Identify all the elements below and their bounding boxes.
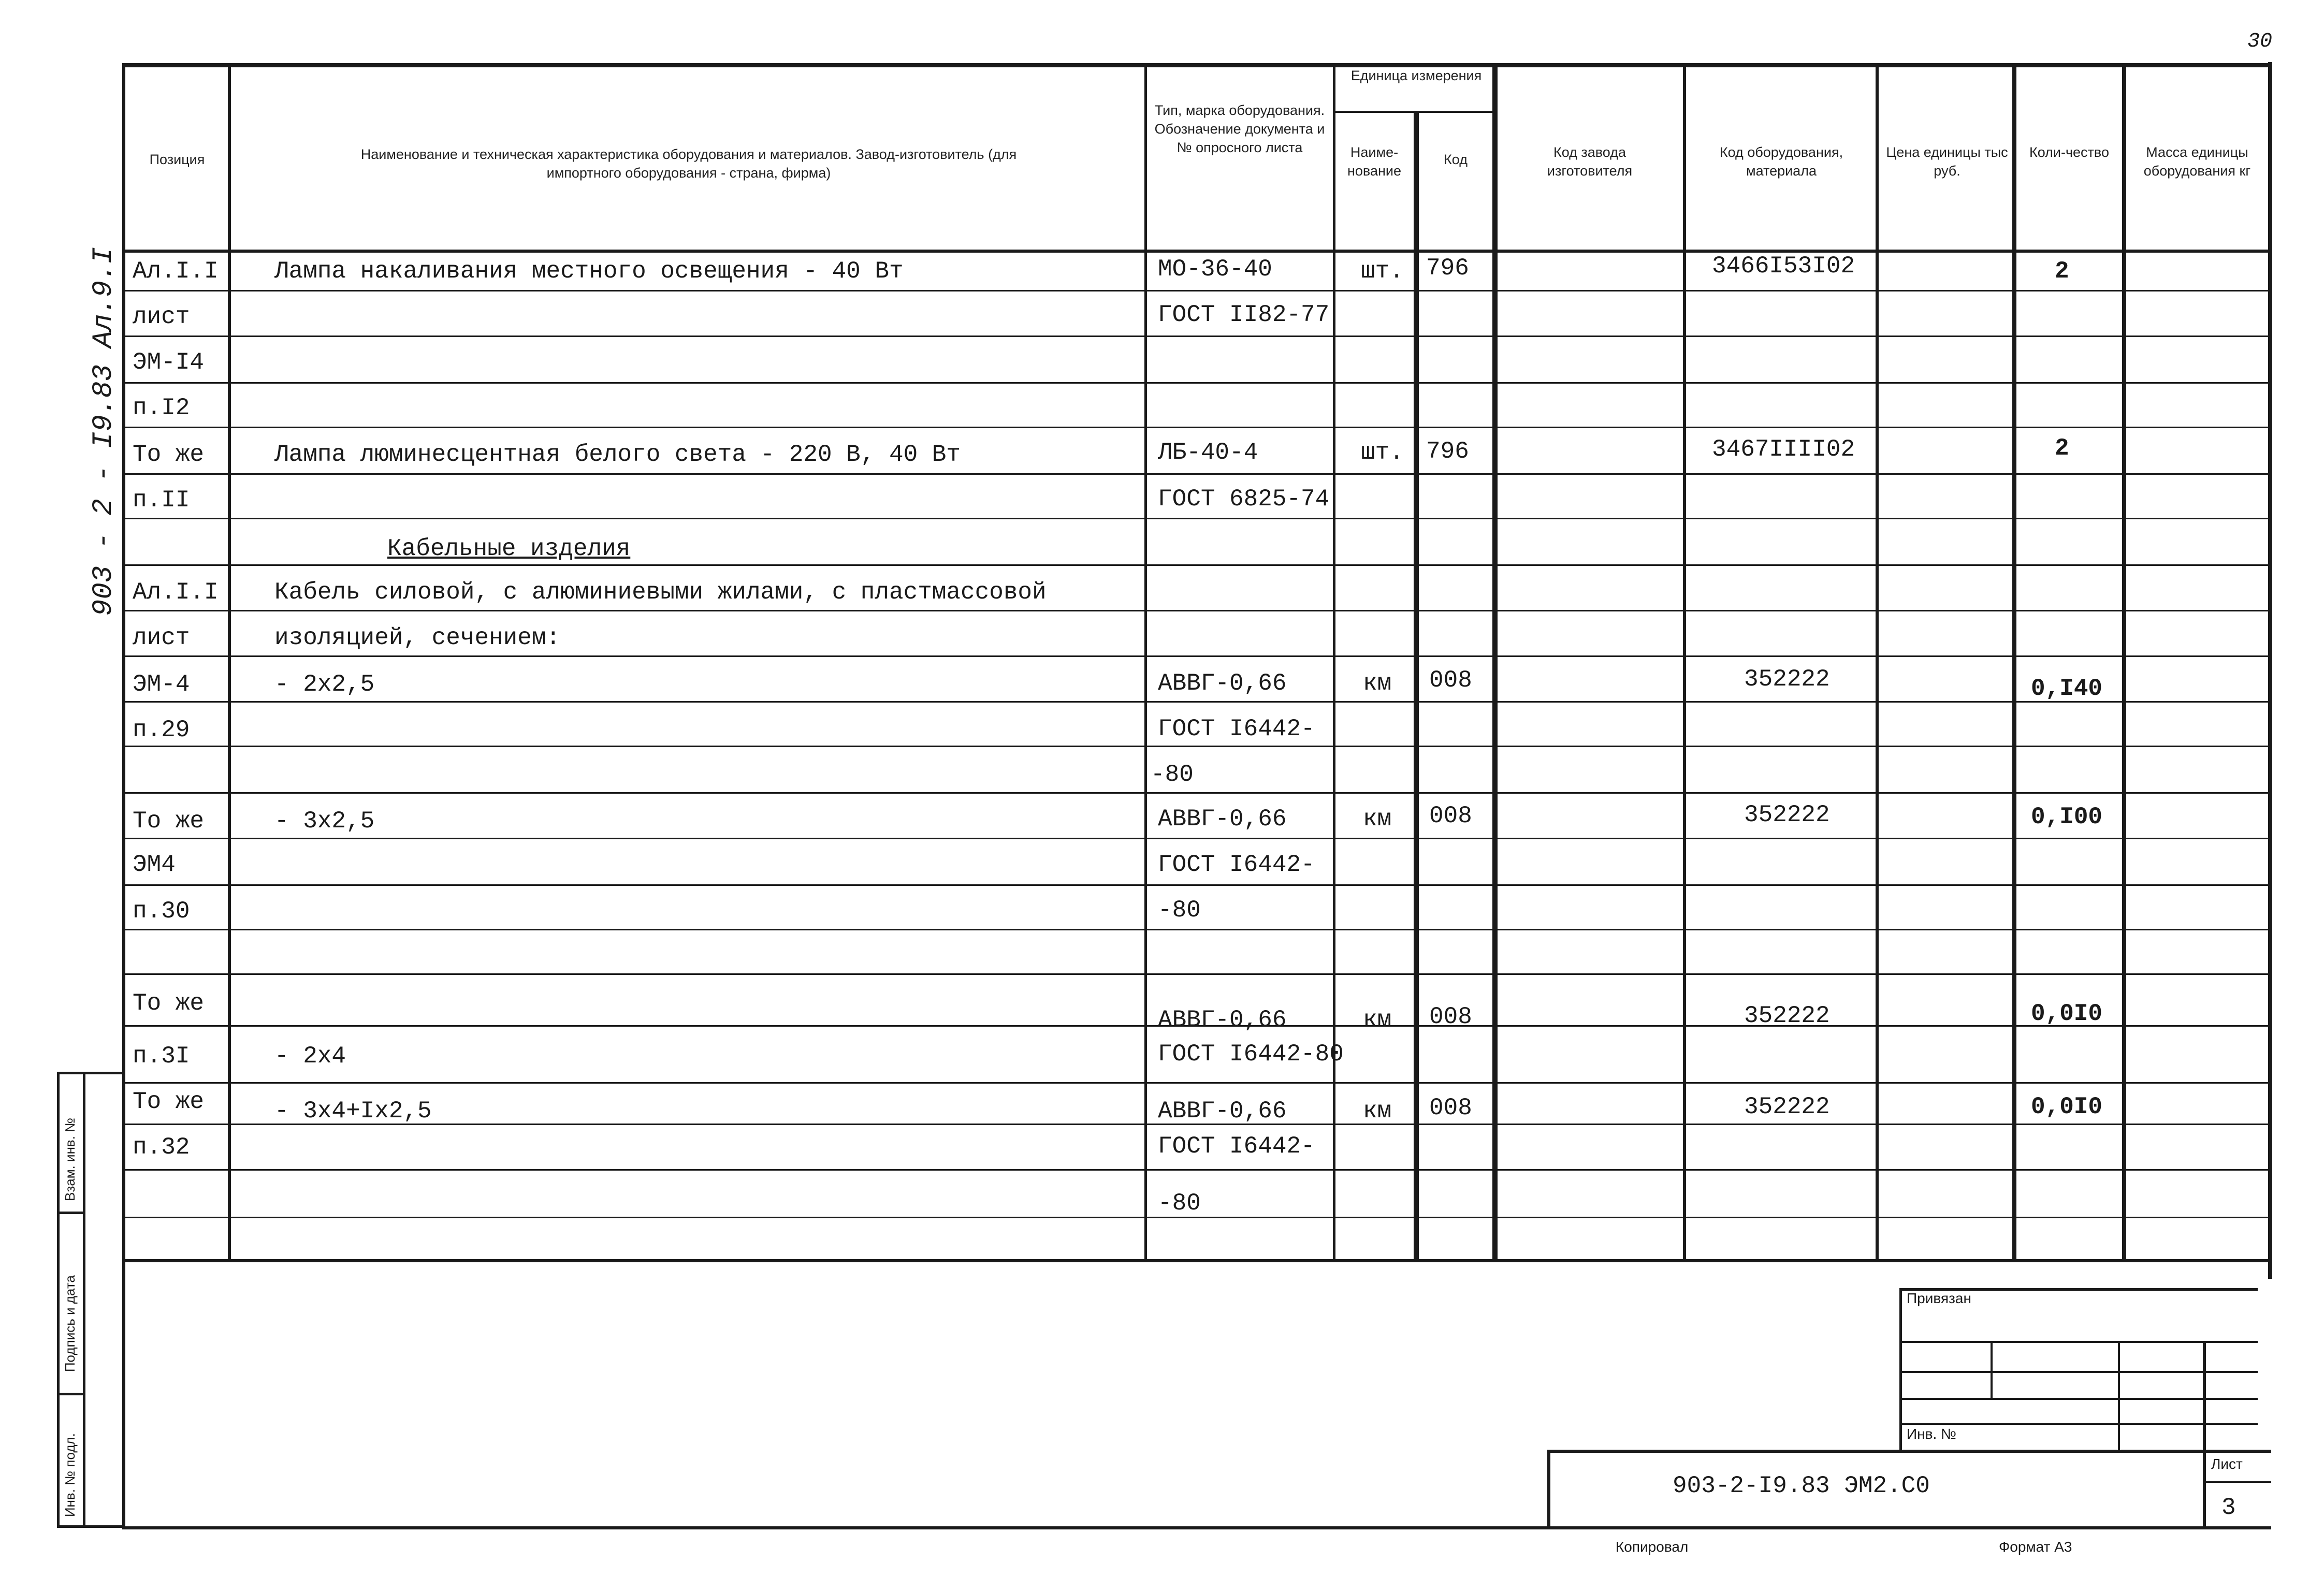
cell-type: ГОСТ 6825-74	[1158, 486, 1330, 513]
list-number: 3	[2221, 1494, 2236, 1521]
cell-pos: То же	[133, 1088, 205, 1115]
cell-equip: 3466I53I02	[1712, 253, 1855, 280]
cell-unit: км	[1363, 1098, 1392, 1125]
stamp-vzam-label: Взам. инв. №	[62, 1117, 78, 1201]
cell-type: -80	[1151, 761, 1194, 788]
cell-qty: 0,I00	[2031, 804, 2103, 830]
header-qty: Коли-чество	[2029, 144, 2109, 160]
cell-unit: шт.	[1361, 258, 1404, 285]
cell-name: изоляцией, сечением:	[274, 624, 561, 651]
cell-equip: 352222	[1744, 1002, 1830, 1029]
cell-name: - 2х4	[274, 1043, 346, 1070]
cell-pos: Ал.I.I	[133, 258, 219, 285]
cell-code: 008	[1429, 667, 1472, 694]
cell-pos: ЭМ-I4	[133, 349, 205, 376]
header-unit-code: Код	[1444, 152, 1468, 167]
cell-type: ГОСТ I6442-	[1158, 716, 1315, 742]
cell-equip: 352222	[1744, 666, 1830, 693]
header-equip-code: Код оборудования, материала	[1719, 144, 1843, 179]
cell-type: АВВГ-0,66	[1158, 1098, 1287, 1125]
cell-type: МО-36-40	[1158, 256, 1272, 283]
cell-pos: п.29	[133, 717, 190, 743]
header-unit-group: Единица измерения	[1350, 68, 1482, 83]
format-label: Формат А3	[1999, 1539, 2072, 1555]
cell-name: Лампа люминесцентная белого света - 220 В, 40 Вт	[274, 441, 961, 468]
header-type: Тип, марка оборудования. Обозначение документа и № опросного листа	[1154, 103, 1325, 155]
cell-equip: 352222	[1744, 801, 1830, 828]
cell-type: -80	[1158, 897, 1201, 924]
cell-type: АВВГ-0,66	[1158, 1006, 1287, 1033]
header-factory-code: Код завода изготовителя	[1547, 144, 1633, 179]
cell-code: 796	[1426, 438, 1469, 465]
cell-name: Лампа накаливания местного освещения - 40 Вт	[274, 258, 904, 285]
cell-code: 008	[1429, 1003, 1472, 1030]
cell-type: ГОСТ II82-77	[1158, 301, 1330, 328]
privyazan-label: Привязан	[1907, 1290, 1971, 1306]
cell-type: -80	[1158, 1190, 1201, 1217]
cell-unit: км	[1363, 1006, 1392, 1033]
cell-type: ГОСТ I6442-80	[1158, 1041, 1344, 1068]
header-name: Наименование и техническая характеристика оборудования и материалов. Завод-изготовитель (для импортного оборудования - страна, фирма)	[360, 147, 1017, 181]
document-code: 903-2-I9.83 ЭМ2.С0	[1673, 1472, 1930, 1499]
cell-name: - 3х4+Iх2,5	[274, 1098, 432, 1125]
stamp-sign-date-label: Подпись и дата	[62, 1275, 78, 1372]
cell-pos: п.3I	[133, 1043, 190, 1070]
cell-pos: То же	[133, 441, 205, 468]
cell-qty: 0,0I0	[2031, 1000, 2103, 1027]
side-document-code: 903 - 2 - I9.83 Ал.9.I	[88, 247, 120, 616]
cell-pos: лист	[133, 303, 190, 330]
cell-name: - 3х2,5	[274, 808, 375, 835]
cell-unit: шт.	[1361, 439, 1404, 466]
stamp-inv-podl-label: Инв. № подл.	[62, 1433, 78, 1517]
cell-type: ГОСТ I6442-	[1158, 851, 1315, 878]
cell-name: - 2х2,5	[274, 671, 375, 698]
header-price: Цена единицы тыс руб.	[1886, 144, 2008, 179]
cell-pos: ЭМ4	[133, 851, 176, 878]
cell-code: 796	[1426, 255, 1469, 282]
cell-unit: км	[1363, 670, 1392, 697]
cell-type: ГОСТ I6442-	[1158, 1133, 1315, 1160]
cell-qty: 0,0I0	[2031, 1093, 2103, 1120]
cell-pos: п.32	[133, 1134, 190, 1161]
cell-pos: лист	[133, 624, 190, 651]
inv-no-label: Инв. №	[1907, 1426, 1957, 1442]
cell-equip: 352222	[1744, 1093, 1830, 1120]
cell-code: 008	[1429, 1095, 1472, 1121]
cell-equip: 3467IIII02	[1712, 436, 1855, 463]
cell-type: АВВГ-0,66	[1158, 806, 1287, 833]
list-label: Лист	[2211, 1456, 2243, 1472]
header-mass: Масса единицы оборудования кг	[2143, 144, 2251, 179]
cell-name: Кабель силовой, с алюминиевыми жилами, с пластмассовой	[274, 579, 1047, 606]
cell-pos: То же	[133, 808, 205, 835]
header-unit-name: Наиме-нование	[1347, 144, 1401, 179]
cell-pos: ЭМ-4	[133, 671, 190, 698]
cell-pos: п.30	[133, 898, 190, 925]
cell-qty: 0,I40	[2031, 675, 2103, 702]
cell-qty: 2	[2055, 258, 2069, 285]
copied-label: Копировал	[1616, 1539, 1689, 1555]
cell-type: ЛБ-40-4	[1158, 439, 1258, 466]
cell-unit: км	[1363, 806, 1392, 833]
cell-type: АВВГ-0,66	[1158, 670, 1287, 697]
cell-pos: п.I2	[133, 395, 190, 421]
header-position: Позиция	[149, 152, 205, 167]
cell-code: 008	[1429, 803, 1472, 829]
section-heading: Кабельные изделия	[387, 535, 631, 562]
cell-pos: То же	[133, 990, 205, 1017]
cell-qty: 2	[2055, 435, 2069, 462]
cell-pos: п.II	[133, 487, 190, 514]
cell-pos: Ал.I.I	[133, 579, 219, 606]
corner-sheet-number: 30	[2247, 30, 2273, 53]
